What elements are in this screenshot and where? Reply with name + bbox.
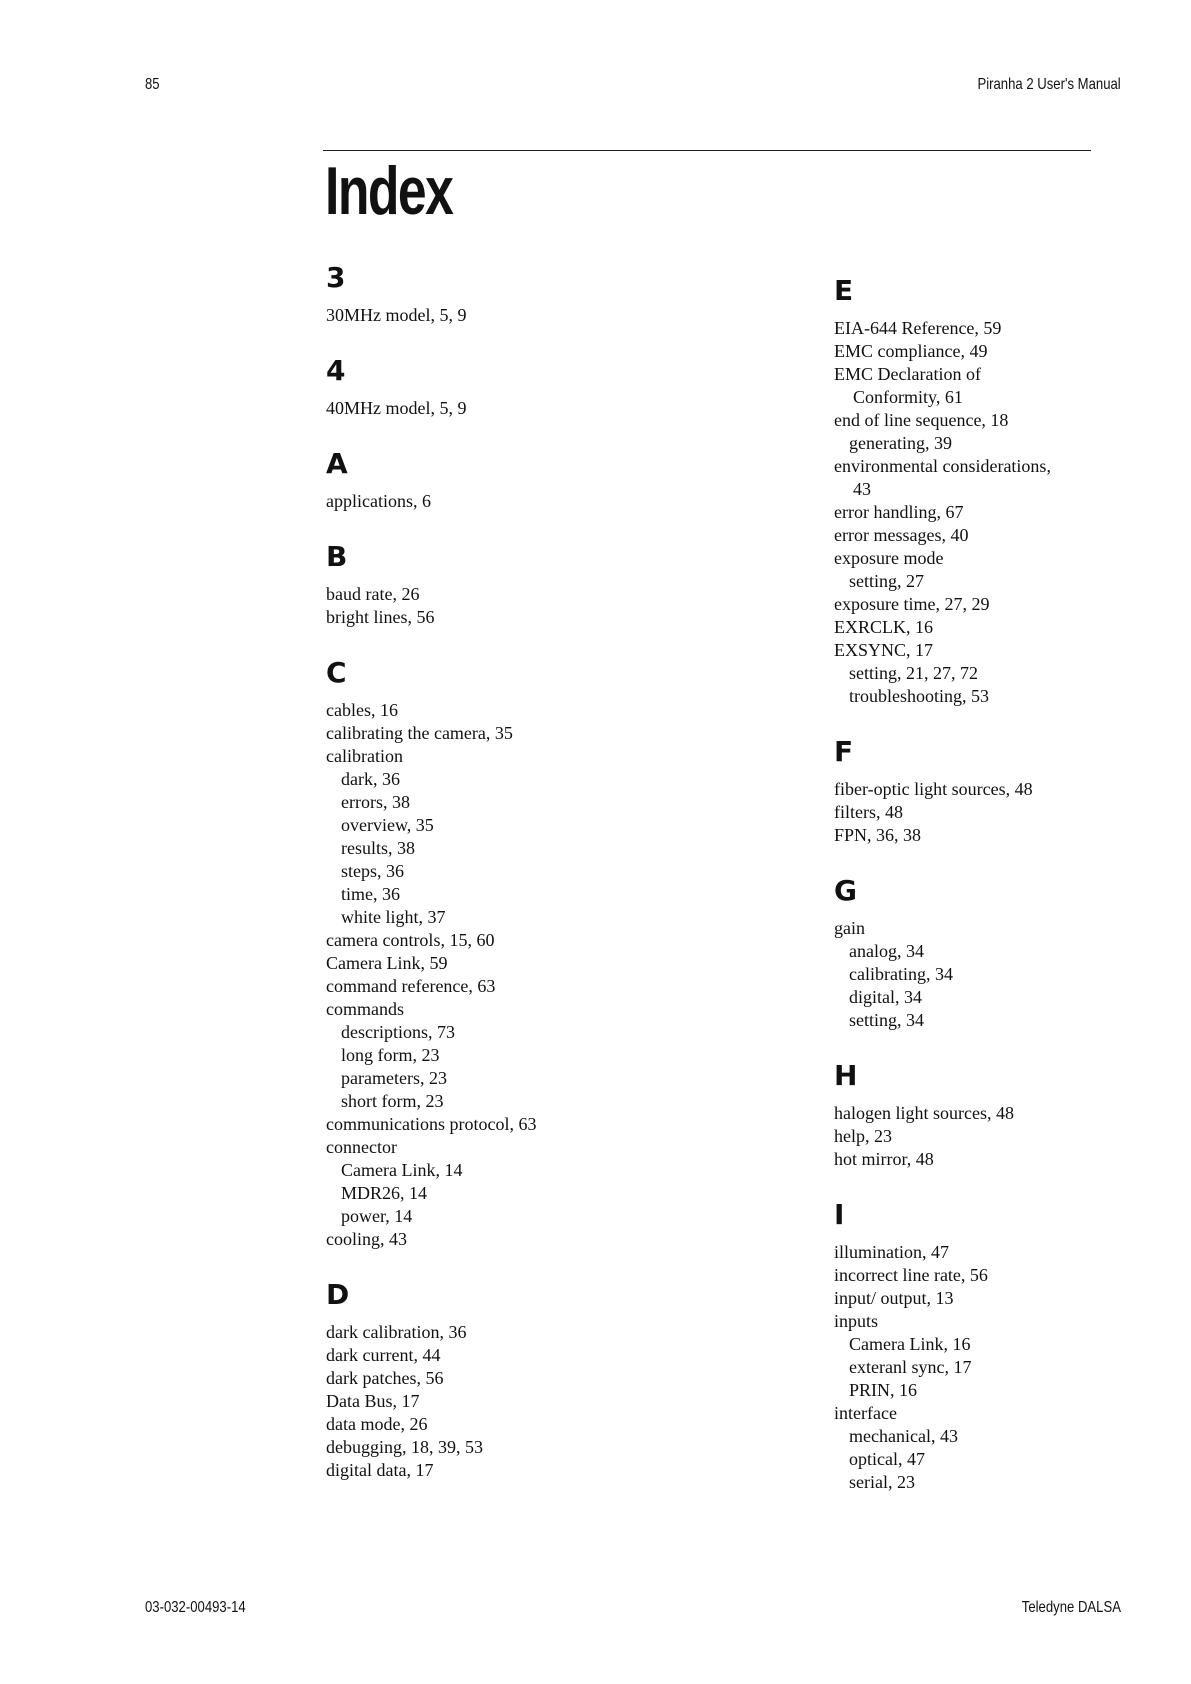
index-entry: EXSYNC, 17: [834, 640, 934, 660]
section-letter: D: [326, 1278, 350, 1311]
index-subentry: Camera Link, 14: [341, 1160, 463, 1180]
index-entry: EIA-644 Reference, 59: [834, 318, 1002, 338]
index-entry: end of line sequence, 18: [834, 410, 1009, 430]
index-entry: hot mirror, 48: [834, 1149, 934, 1169]
index-entry: EMC compliance, 49: [834, 341, 988, 361]
index-subentry: exteranl sync, 17: [849, 1357, 972, 1377]
index-subentry: setting, 21, 27, 72: [849, 663, 978, 683]
index-subentry: descriptions, 73: [341, 1022, 455, 1042]
index-entry-list: [834, 317, 1191, 708]
index-entry: dark current, 44: [326, 1345, 441, 1365]
index-entry: EMC Declaration of: [834, 364, 981, 384]
index-entry-list: [834, 1102, 1191, 1171]
index-entry: camera controls, 15, 60: [326, 930, 495, 950]
document-number: 03-032-00493-14: [145, 1599, 246, 1616]
company-name: Teledyne DALSA: [1021, 1599, 1121, 1616]
index-entry: exposure time, 27, 29: [834, 594, 990, 614]
index-entry-list: [326, 699, 686, 1251]
index-subentry: parameters, 23: [341, 1068, 447, 1088]
index-entry: debugging, 18, 39, 53: [326, 1437, 483, 1457]
index-entry: Camera Link, 59: [326, 953, 448, 973]
index-column-left: [326, 262, 686, 1482]
index-entry-list: [326, 583, 686, 629]
index-subentry: mechanical, 43: [849, 1426, 958, 1446]
section-letter: I: [834, 1198, 845, 1231]
section-letter: F: [834, 735, 854, 768]
index-entry-list: [326, 1321, 686, 1482]
index-subentry: overview, 35: [341, 815, 434, 835]
index-entry: help, 23: [834, 1126, 892, 1146]
index-entry: illumination, 47: [834, 1242, 949, 1262]
index-subentry: dark, 36: [341, 769, 400, 789]
index-entry: baud rate, 26: [326, 584, 420, 604]
index-entry: Conformity, 61: [853, 387, 963, 407]
index-entry: environmental considerations,: [834, 456, 1051, 476]
section-letter: A: [326, 447, 348, 480]
index-entry: communications protocol, 63: [326, 1114, 537, 1134]
index-entry: Data Bus, 17: [326, 1391, 420, 1411]
index-subentry: errors, 38: [341, 792, 410, 812]
index-entry: calibration: [326, 746, 403, 766]
section-letter: E: [834, 274, 854, 307]
index-entry: calibrating the camera, 35: [326, 723, 513, 743]
index-entry: dark calibration, 36: [326, 1322, 467, 1342]
index-entry: digital data, 17: [326, 1460, 434, 1480]
index-subentry: setting, 27: [849, 571, 924, 591]
index-subentry: PRIN, 16: [849, 1380, 918, 1400]
index-entry: inputs: [834, 1311, 879, 1331]
index-entry: applications, 6: [326, 491, 431, 511]
index-subentry: generating, 39: [849, 433, 952, 453]
index-subentry: results, 38: [341, 838, 415, 858]
page-title: Index: [325, 153, 453, 229]
index-subentry: time, 36: [341, 884, 400, 904]
index-entry: bright lines, 56: [326, 607, 435, 627]
section-letter: G: [834, 874, 857, 907]
index-entry: 43: [853, 479, 871, 499]
section-letter: 3: [326, 261, 346, 294]
index-subentry: optical, 47: [849, 1449, 925, 1469]
index-subentry: MDR26, 14: [341, 1183, 428, 1203]
index-entry: FPN, 36, 38: [834, 825, 922, 845]
index-entry: cables, 16: [326, 700, 398, 720]
title-rule: [323, 150, 1091, 151]
index-entry: fiber-optic light sources, 48: [834, 779, 1033, 799]
index-subentry: short form, 23: [341, 1091, 444, 1111]
index-subentry: setting, 34: [849, 1010, 924, 1030]
index-entry: interface: [834, 1403, 897, 1423]
index-entry-list: [834, 917, 1191, 1032]
index-entry: commands: [326, 999, 404, 1019]
index-entry: 30MHz model, 5, 9: [326, 305, 467, 325]
index-entry: 40MHz model, 5, 9: [326, 398, 467, 418]
section-letter: H: [834, 1059, 858, 1092]
index-subentry: troubleshooting, 53: [849, 686, 989, 706]
index-entry-list: [326, 397, 686, 420]
index-entry: filters, 48: [834, 802, 903, 822]
index-subentry: white light, 37: [341, 907, 446, 927]
index-subentry: long form, 23: [341, 1045, 440, 1065]
index-entry: EXRCLK, 16: [834, 617, 933, 637]
index-entry: connector: [326, 1137, 397, 1157]
section-letter: 4: [326, 354, 346, 387]
index-subentry: digital, 34: [849, 987, 922, 1007]
index-entry: gain: [834, 918, 865, 938]
index-entry: error handling, 67: [834, 502, 964, 522]
index-column-right: [834, 275, 1191, 1494]
manual-title: Piranha 2 User's Manual: [977, 76, 1121, 93]
index-entry: exposure mode: [834, 548, 944, 568]
index-entry-list: [834, 1241, 1191, 1494]
index-subentry: serial, 23: [849, 1472, 915, 1492]
index-entry-list: [326, 304, 686, 327]
section-letter: C: [326, 656, 347, 689]
section-letter: B: [326, 540, 348, 573]
index-subentry: calibrating, 34: [849, 964, 953, 984]
index-subentry: power, 14: [341, 1206, 413, 1226]
index-entry: command reference, 63: [326, 976, 496, 996]
index-subentry: analog, 34: [849, 941, 924, 961]
index-entry: halogen light sources, 48: [834, 1103, 1014, 1123]
page-number: 85: [145, 76, 160, 93]
index-subentry: steps, 36: [341, 861, 404, 881]
index-entry: input/ output, 13: [834, 1288, 954, 1308]
index-entry-list: [834, 778, 1191, 847]
index-entry: data mode, 26: [326, 1414, 428, 1434]
index-entry-list: [326, 490, 686, 513]
index-entry: cooling, 43: [326, 1229, 407, 1249]
index-entry: error messages, 40: [834, 525, 969, 545]
index-entry: dark patches, 56: [326, 1368, 444, 1388]
index-entry: incorrect line rate, 56: [834, 1265, 988, 1285]
index-subentry: Camera Link, 16: [849, 1334, 971, 1354]
